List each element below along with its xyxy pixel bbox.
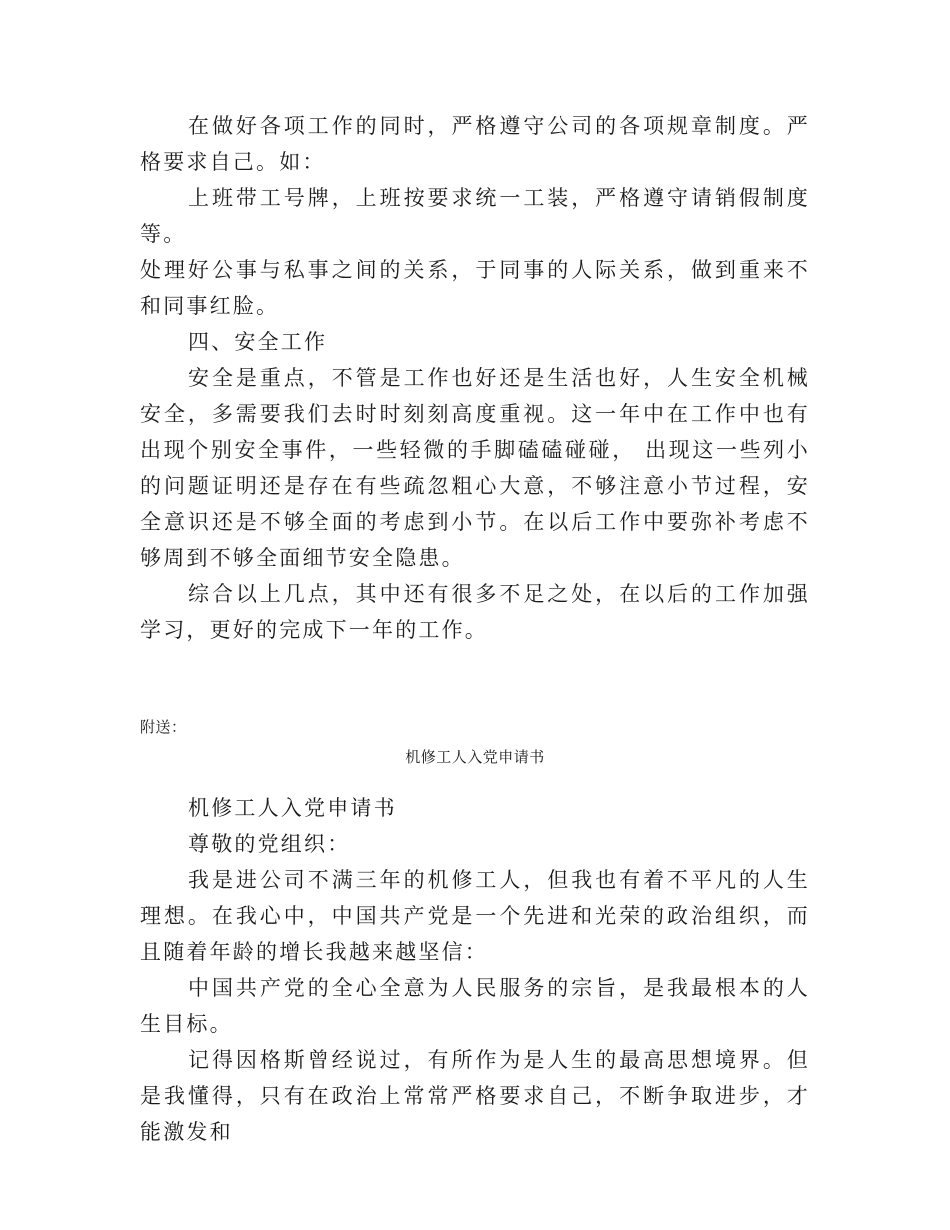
letter-title: 机修工人入党申请书 bbox=[188, 796, 397, 820]
document-page bbox=[140, 108, 810, 1150]
paragraph: 中国共产党的全心全意为人民服务的宗旨，是我最根本的人生目标。 bbox=[140, 976, 810, 1036]
section-work-summary bbox=[140, 108, 810, 648]
paragraph: 安全是重点，不管是工作也好还是生活也好，人生安全机械安全，多需要我们去时时刻刻高度重视。这一年中在工作中也有出现个别安全事件，一些轻微的手脚磕磕碰碰， 出现这一些列小的问题证明还是存在有些疏忽粗心大意，不够注意小节过程，安全意识还是不够全面的考虑到小节。在以后工作中要弥补考虑不够周到不够全面细节安全隐患。 bbox=[140, 366, 810, 570]
paragraph: 记得因格斯曾经说过，有所作为是人生的最高思想境界。但是我懂得，只有在政治上常常严格要求自己，不断争取进步，才能激发和 bbox=[140, 1048, 810, 1144]
appendix-title: 机修工人入党申请书 bbox=[405, 748, 545, 766]
paragraph: 处理好公事与私事之间的关系，于同事的人际关系，做到重来不和同事红脸。 bbox=[140, 258, 810, 318]
paragraph: 综合以上几点，其中还有很多不足之处，在以后的工作加强学习，更好的完成下一年的工作。 bbox=[140, 582, 810, 642]
section-heading: 四、安全工作 bbox=[188, 330, 328, 354]
appendix-label: 附送： bbox=[140, 718, 187, 736]
paragraph: 上班带工号牌，上班按要求统一工装，严格遵守请销假制度等。 bbox=[140, 186, 810, 246]
spacer bbox=[140, 648, 810, 716]
paragraph: 我是进公司不满三年的机修工人，但我也有着不平凡的人生理想。在我心中，中国共产党是一个先进和光荣的政治组织，而且随着年龄的增长我越来越坚信： bbox=[140, 868, 810, 964]
paragraph: 在做好各项工作的同时，严格遵守公司的各项规章制度。严格要求自己。如： bbox=[140, 114, 810, 174]
section-application-letter bbox=[140, 790, 810, 1150]
salutation: 尊敬的党组织： bbox=[188, 832, 351, 856]
